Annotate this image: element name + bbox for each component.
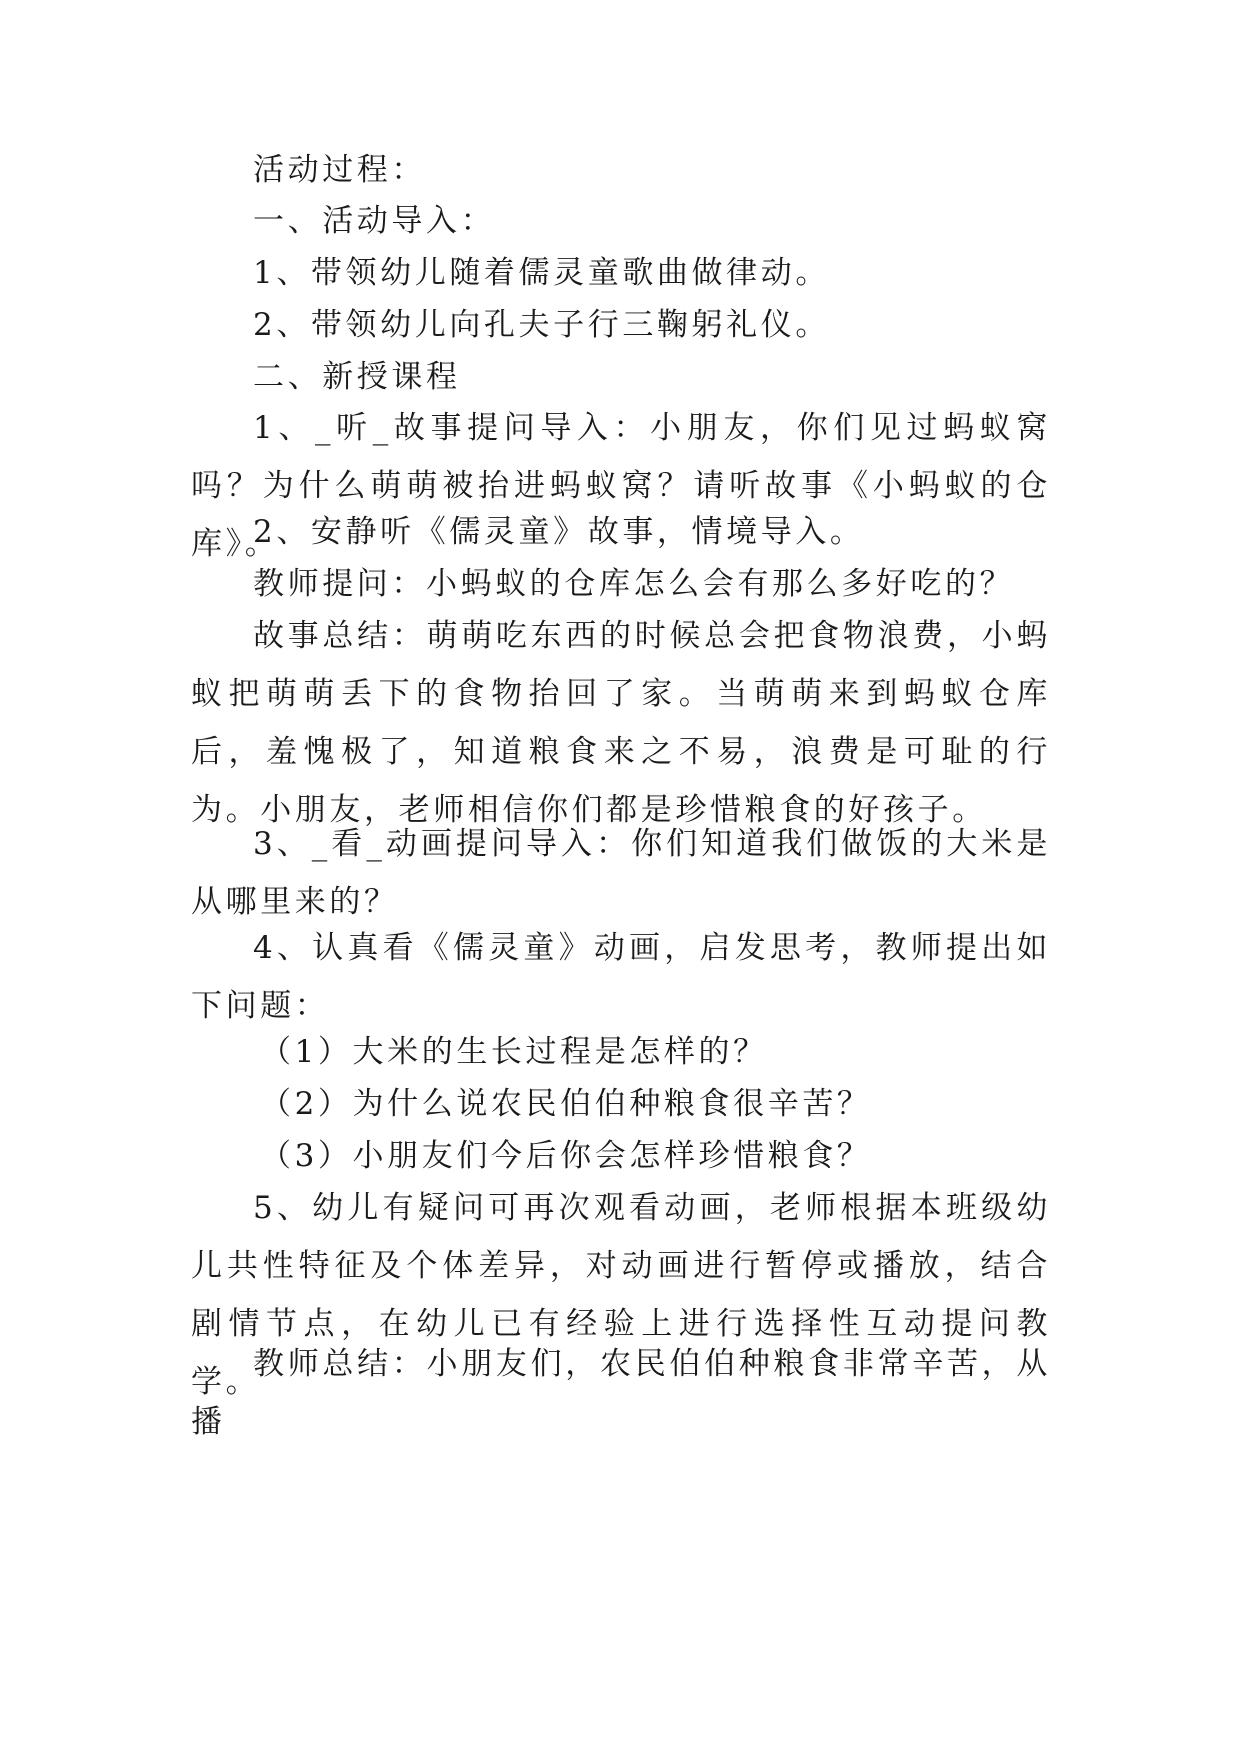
paragraph-teacher-summary: 教师总结：小朋友们，农民伯伯种粮食非常辛苦，从播	[191, 1346, 1051, 1440]
paragraph-teacher-question: 教师提问：小蚂蚁的仓库怎么会有那么多好吃的？	[253, 566, 1015, 602]
paragraph-step-2-5: 5、幼儿有疑问可再次观看动画，老师根据本班级幼儿共性特征及个体差异，对动画进行暂停或播放，结合剧情节点，在幼儿已有经验上进行选择性互动提问教学。	[191, 1190, 1051, 1400]
paragraph-activity-process: 活动过程：	[253, 152, 426, 188]
question-item-1: （1）大米的生长过程是怎样的？	[260, 1034, 768, 1070]
paragraph-section-1-heading: 一、活动导入：	[253, 203, 496, 239]
paragraph-section-2-heading: 二、新授课程	[253, 359, 461, 395]
paragraph-step-2-1: 1、_听_故事提问导入：小朋友，你们见过蚂蚁窝吗？为什么萌萌被抬进蚂蚁窝？请听故事《小蚂蚁的仓库》。	[191, 410, 1051, 562]
question-item-2: （2）为什么说农民伯伯种粮食很辛苦？	[260, 1086, 872, 1122]
paragraph-step-2-3: 3、_看_动画提问导入：你们知道我们做饭的大米是从哪里来的？	[191, 826, 1051, 920]
paragraph-step-1-2: 2、带领幼儿向孔夫子行三鞠躬礼仪。	[253, 307, 830, 343]
paragraph-story-summary: 故事总结：萌萌吃东西的时候总会把食物浪费，小蚂蚁把萌萌丢下的食物抬回了家。当萌萌来到蚂蚁仓库后，羞愧极了，知道粮食来之不易，浪费是可耻的行为。小朋友，老师相信你们都是珍惜粮食的好孩子。	[191, 618, 1051, 828]
paragraph-step-1-1: 1、带领幼儿随着儒灵童歌曲做律动。	[253, 255, 830, 291]
paragraph-step-2-4: 4、认真看《儒灵童》动画，启发思考，教师提出如下问题：	[191, 930, 1051, 1024]
paragraph-step-2-2: 2、安静听《儒灵童》故事，情境导入。	[253, 514, 865, 550]
question-item-3: （3）小朋友们今后你会怎样珍惜粮食？	[260, 1138, 872, 1174]
